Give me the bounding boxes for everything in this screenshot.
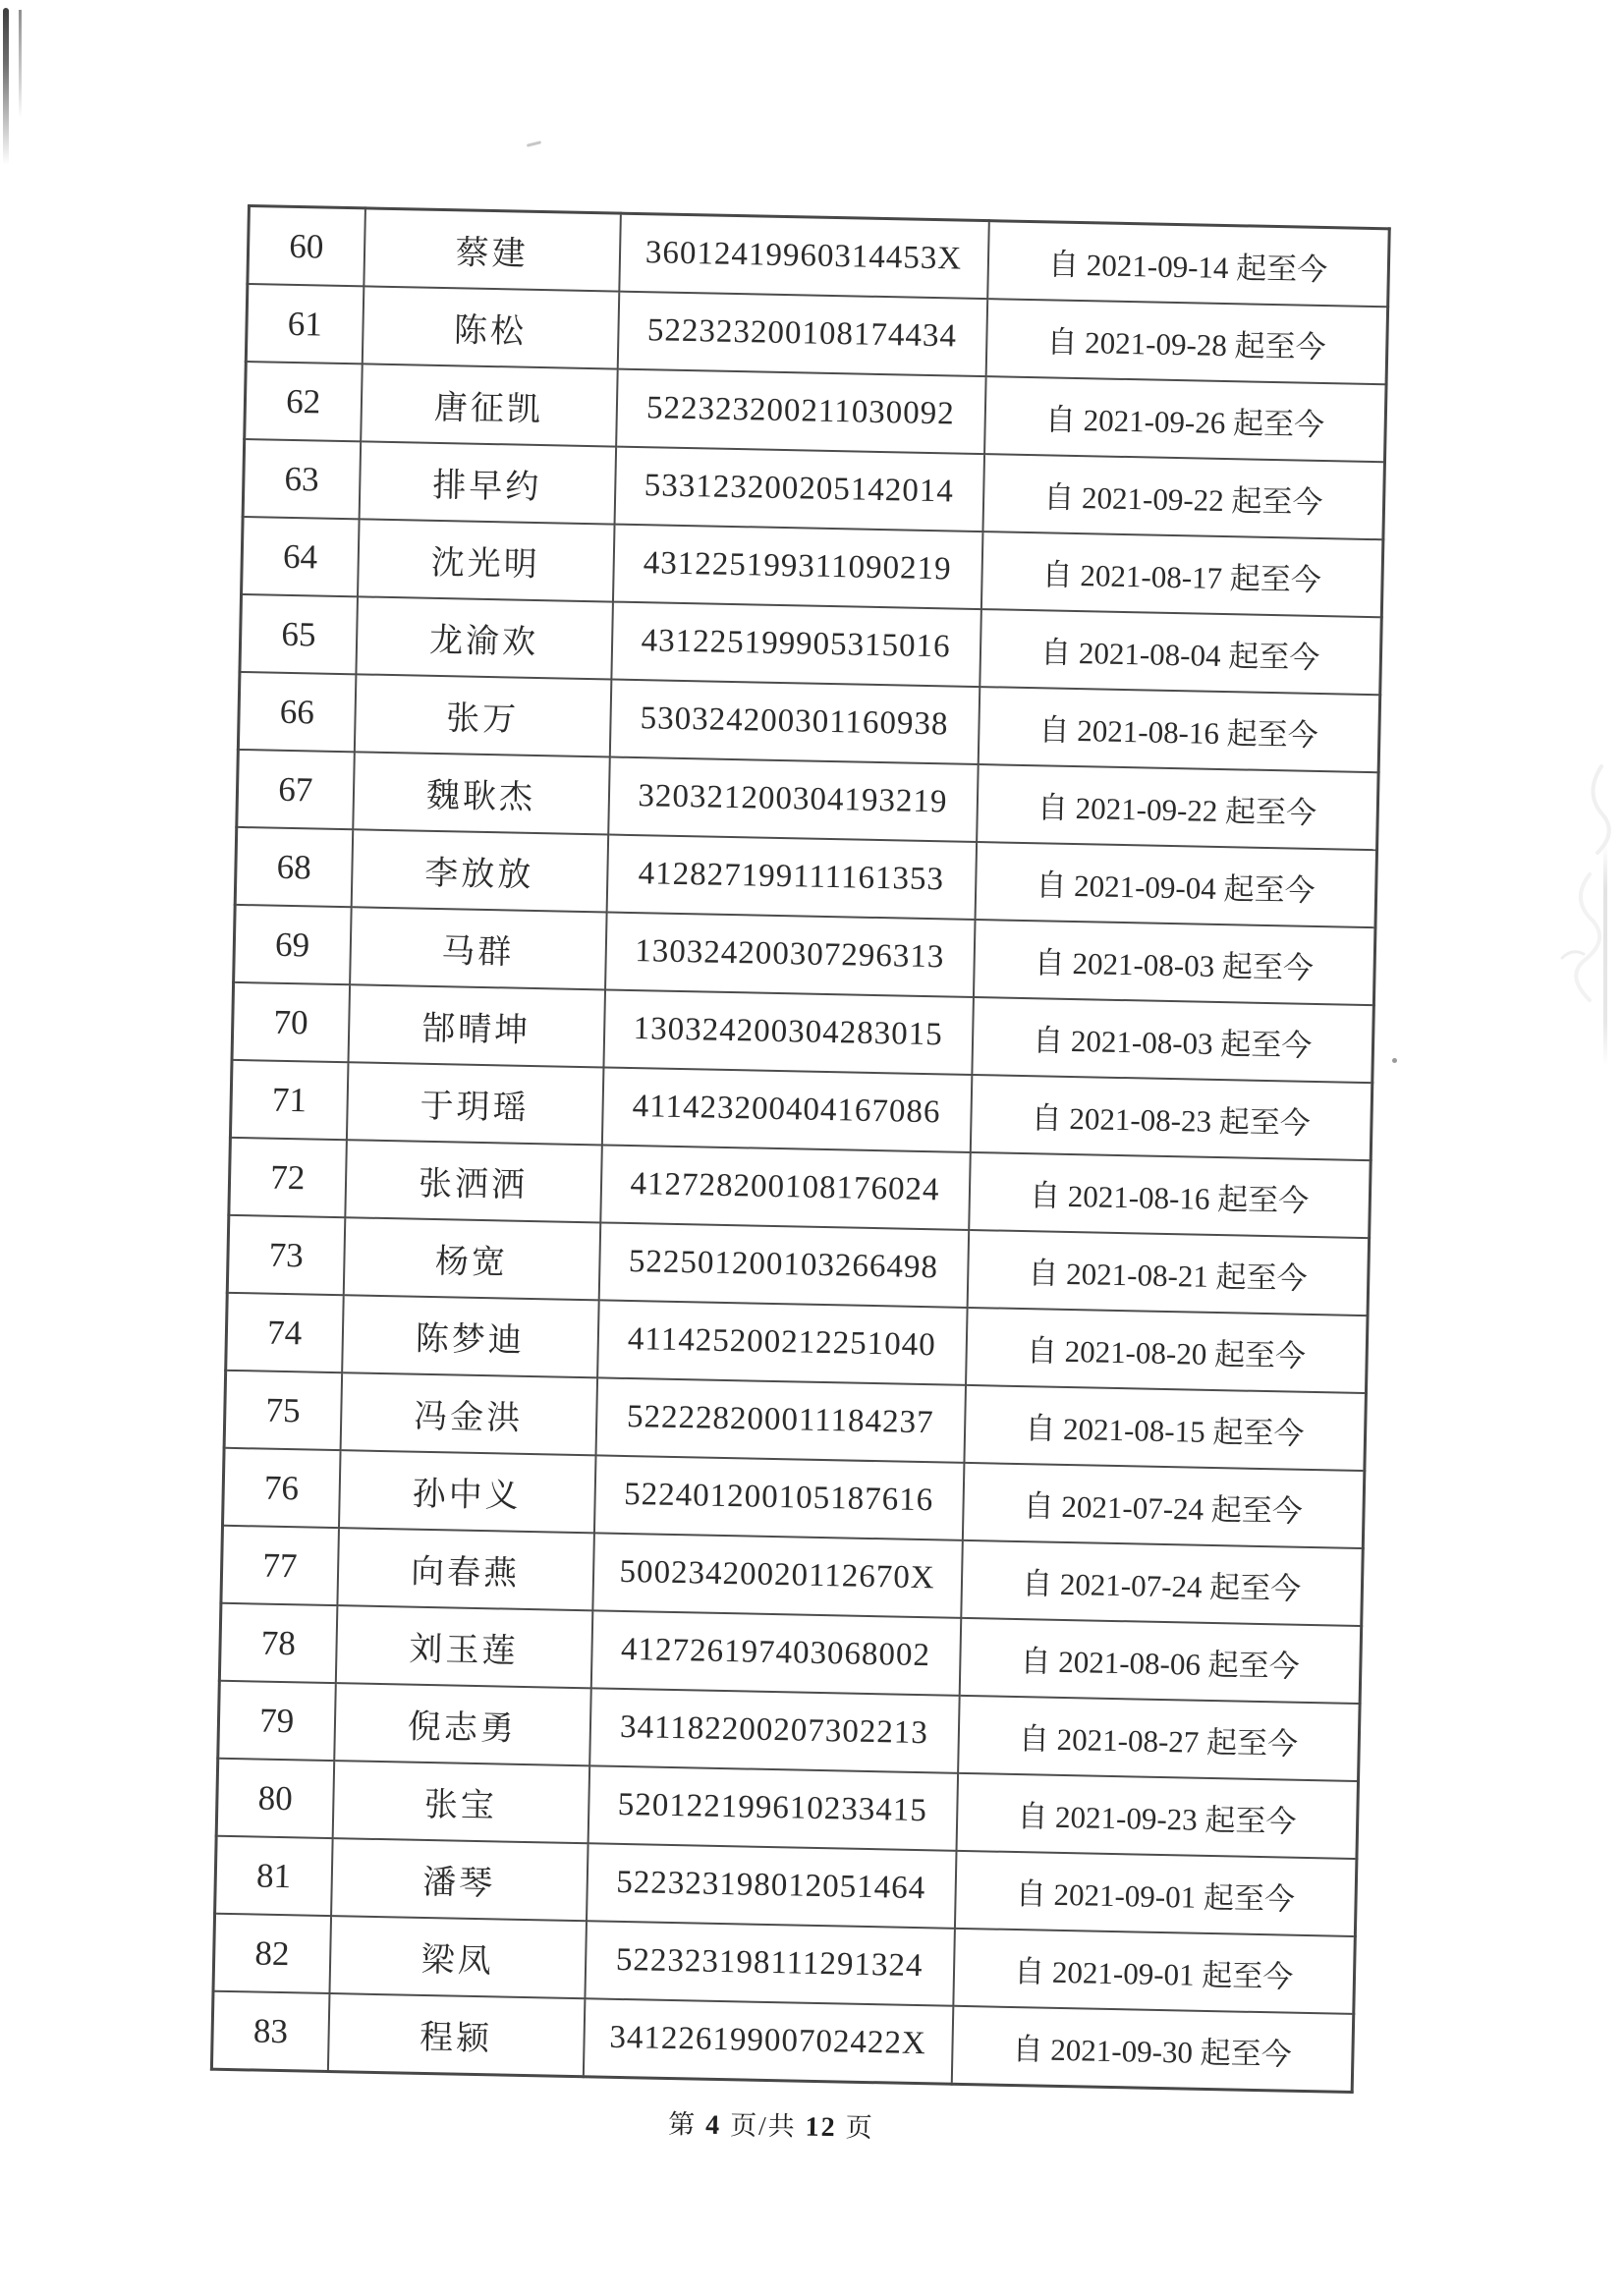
footer-page-number: 4 (704, 2109, 722, 2142)
id-number: 530324200301160938 (609, 680, 980, 765)
row-number: 63 (243, 439, 361, 519)
row-number: 81 (215, 1836, 333, 1916)
scan-edge-streak-light (19, 10, 22, 118)
validity-period: 自 2021-09-22 起至今 (977, 764, 1379, 850)
id-number: 522323200108174434 (617, 292, 987, 377)
row-number: 74 (226, 1293, 344, 1372)
person-name: 陈梦迪 (342, 1295, 599, 1377)
row-number: 72 (229, 1138, 347, 1217)
row-number: 70 (232, 982, 350, 1062)
row-number: 82 (213, 1914, 331, 1993)
person-name: 潘琴 (331, 1838, 588, 1921)
person-name: 沈光明 (358, 519, 615, 601)
row-number: 77 (221, 1526, 339, 1605)
person-name: 冯金洪 (340, 1372, 597, 1455)
person-name: 程颍 (327, 1993, 585, 2077)
validity-period: 自 2021-09-01 起至今 (954, 1851, 1357, 1936)
row-number: 64 (242, 517, 360, 596)
roster-table-body (211, 206, 1389, 2093)
validity-period: 自 2021-09-28 起至今 (985, 299, 1388, 384)
id-number: 50023420020112670X (592, 1533, 963, 1618)
row-number: 71 (230, 1060, 348, 1140)
id-number: 412726197403068002 (590, 1610, 961, 1696)
person-name: 向春燕 (337, 1528, 594, 1610)
row-number: 78 (219, 1603, 337, 1683)
id-number: 412827199111161353 (606, 834, 977, 920)
id-number: 522501200103266498 (598, 1222, 969, 1308)
id-number: 411425200212251040 (597, 1300, 968, 1385)
person-name: 郜晴坤 (348, 984, 605, 1067)
id-number: 34122619900702422X (583, 1998, 953, 2084)
id-number: 520122199610233415 (588, 1765, 958, 1851)
person-name: 魏耿杰 (353, 752, 610, 834)
person-name: 张洒洒 (345, 1140, 602, 1222)
row-number: 61 (246, 284, 364, 364)
id-number: 36012419960314453X (619, 213, 989, 299)
id-number: 320321200304193219 (608, 757, 979, 843)
scan-faint-marks (1533, 756, 1611, 1012)
row-number: 65 (240, 594, 358, 674)
id-number: 522323198111291324 (585, 1921, 955, 2006)
person-name: 蔡建 (364, 208, 621, 292)
validity-period: 自 2021-09-22 起至今 (982, 454, 1385, 539)
scan-edge-streak-dark (3, 8, 9, 165)
id-number: 431225199905315016 (611, 602, 981, 688)
id-number: 522228200011184237 (595, 1377, 966, 1463)
row-number: 73 (227, 1215, 345, 1295)
page-footer (668, 2102, 874, 2145)
row-number: 69 (234, 905, 352, 984)
validity-period: 自 2021-08-04 起至今 (980, 609, 1382, 695)
id-number: 412728200108176024 (600, 1145, 971, 1230)
row-number: 68 (235, 827, 353, 907)
person-name: 马群 (350, 907, 607, 989)
validity-period: 自 2021-08-23 起至今 (970, 1075, 1372, 1160)
footer-total-pages: 12 (805, 2111, 837, 2144)
validity-period: 自 2021-08-17 起至今 (980, 532, 1383, 617)
row-number: 83 (211, 1991, 329, 2072)
person-name: 孙中义 (338, 1450, 595, 1533)
id-number: 431225199311090219 (612, 525, 982, 610)
person-name: 李放放 (351, 829, 608, 912)
validity-period: 自 2021-08-03 起至今 (973, 920, 1375, 1005)
person-name: 于玥瑶 (346, 1062, 603, 1145)
row-number: 62 (245, 362, 363, 441)
scan-crease-line (1603, 845, 1607, 1066)
scan-speck-dash (527, 140, 541, 147)
person-name: 排早约 (359, 441, 616, 524)
person-name: 龙渝欢 (356, 596, 613, 679)
roster-table-grid (210, 204, 1391, 2094)
row-number: 60 (248, 206, 365, 287)
validity-period: 自 2021-08-16 起至今 (978, 687, 1380, 772)
validity-period: 自 2021-08-21 起至今 (967, 1230, 1370, 1315)
validity-period: 自 2021-08-06 起至今 (959, 1618, 1362, 1704)
validity-period: 自 2021-09-23 起至今 (956, 1773, 1359, 1859)
footer-suffix: 页 (845, 2112, 874, 2143)
row-number: 66 (238, 672, 356, 752)
validity-period: 自 2021-09-26 起至今 (984, 376, 1387, 462)
id-number: 130324200307296313 (605, 912, 976, 997)
id-number: 130324200304283015 (603, 989, 974, 1075)
row-number: 79 (218, 1681, 336, 1761)
person-name: 杨宽 (343, 1217, 600, 1300)
validity-period: 自 2021-08-03 起至今 (972, 997, 1374, 1083)
row-number: 76 (223, 1448, 341, 1528)
footer-prefix: 第 (667, 2109, 698, 2140)
id-number: 533123200205142014 (614, 447, 984, 532)
person-name: 陈松 (362, 286, 619, 368)
scan-speck-dot (1392, 1058, 1397, 1063)
person-name: 张万 (354, 674, 611, 756)
validity-period: 自 2021-08-15 起至今 (964, 1385, 1367, 1471)
id-number: 341182200207302213 (589, 1688, 960, 1773)
person-name: 梁凤 (329, 1916, 587, 1998)
id-number: 411423200404167086 (601, 1067, 972, 1152)
person-name: 张宝 (332, 1761, 589, 1843)
person-name: 倪志勇 (334, 1683, 591, 1765)
validity-period: 自 2021-09-30 起至今 (951, 2006, 1354, 2093)
validity-period: 自 2021-09-01 起至今 (953, 1929, 1356, 2014)
person-name: 刘玉莲 (335, 1605, 592, 1688)
id-number: 522401200105187616 (593, 1455, 964, 1540)
validity-period: 自 2021-07-24 起至今 (961, 1540, 1364, 1626)
footer-separator: 页/共 (729, 2110, 797, 2142)
id-number: 522323198012051464 (587, 1843, 957, 1929)
roster-table (210, 204, 1391, 2094)
validity-period: 自 2021-08-16 起至今 (969, 1152, 1372, 1238)
validity-period: 自 2021-08-20 起至今 (966, 1308, 1369, 1393)
row-number: 80 (216, 1759, 334, 1838)
row-number: 67 (237, 750, 355, 829)
validity-period: 自 2021-09-04 起至今 (975, 842, 1377, 927)
row-number: 75 (224, 1371, 342, 1450)
validity-period: 自 2021-07-24 起至今 (962, 1463, 1365, 1548)
validity-period: 自 2021-08-27 起至今 (958, 1696, 1361, 1781)
id-number: 522323200211030092 (616, 369, 986, 455)
validity-period: 自 2021-09-14 起至今 (987, 221, 1390, 308)
person-name: 唐征凯 (361, 364, 618, 446)
